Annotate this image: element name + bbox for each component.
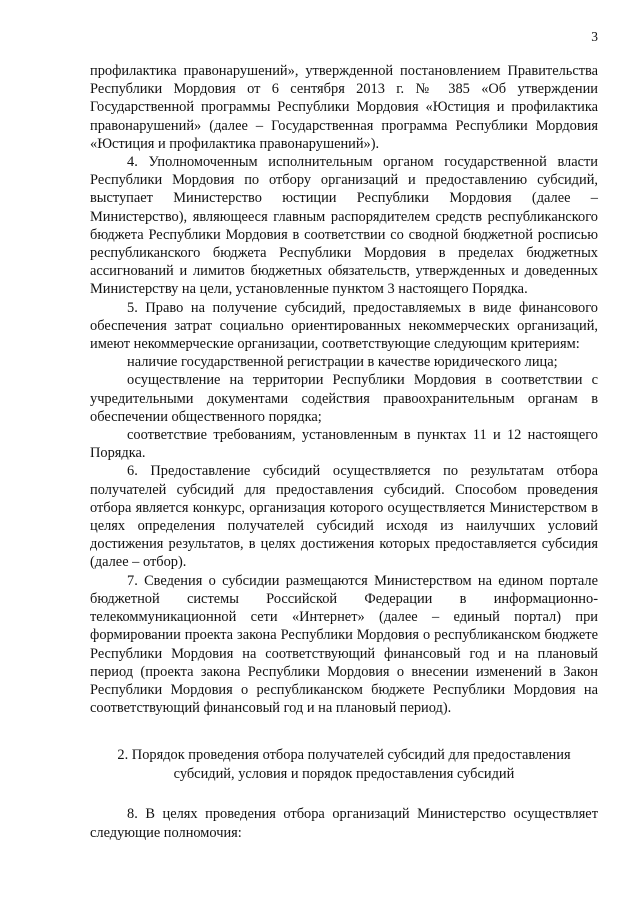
section-heading (90, 746, 598, 783)
section-heading-line-1: 2. Порядок проведения отбора получателей субсидий для предоставления (117, 747, 571, 764)
paragraph-4: 4. Уполномоченным исполнительным органом государственной власти Республики Мордовия по отбору организаций и предоставлению субсидий, выступает Министерство юстиции Республики Мордовия (далее – Министерство), являющееся главным распорядителем средств республиканского бюджета Республики Мордовия в соответствии со сводной бюджетной росписью республиканского бюджета Республики Мордовия в пределах бюджетных ассигнований и лимитов бюджетных обязательств, утвержденных и доведенных Министерству на цели, установленные пунктом 3 настоящего Порядка. (90, 154, 598, 298)
paragraph-7: 7. Сведения о субсидии размещаются Министерством на едином портале бюджетной системы Российской Федерации в информационно-телекоммуникационной сети «Интернет» (далее – единый портал) при формировании проекта закона Республики Мордовия о республиканском бюджете Республики Мордовия на соответствующий финансовый год и на плановый период (проекта закона Республики Мордовия о внесении изменений в Закон Республики Мордовия о республиканском бюджете Республики Мордовия на соответствующий финансовый год и на плановый период). (90, 572, 598, 717)
document-body (90, 62, 598, 842)
paragraph-6: 6. Предоставление субсидий осуществляется по результатам отбора получателей субсидий для предоставления субсидий. Способом проведения отбора является конкурс, организация которого осуществляется Министерством в целях определения получателей субсидий исходя из наилучших условий достижения результатов, в целях достижения которых предоставляется субсидия (далее – отбор). (90, 463, 598, 571)
criterion-requirements: соответствие требованиям, установленным в пунктах 11 и 12 настоящего Порядка. (90, 427, 598, 462)
criterion-territory: осуществление на территории Республики Мордовия в соответствии с учредительными документами содействия правоохранительным органам в обеспечении общественного порядка; (90, 372, 598, 425)
paragraph-8: 8. В целях проведения отбора организаций Министерство осуществляет следующие полномочия: (90, 806, 598, 841)
page-number: 3 (591, 29, 598, 44)
paragraph-continuation: профилактика правонарушений», утвержденной постановлением Правительства Республики Мордовия от 6 сентября 2013 г. № 385 «Об утверждении Государственной программы Республики Мордовия «Юстиция и профилактика правонарушений» (далее – Государственная программа Республики Мордовия «Юстиция и профилактика правонарушений»). (90, 63, 598, 152)
section-heading-line-2: субсидий, условия и порядок предоставления субсидий (173, 765, 515, 782)
paragraph-5: 5. Право на получение субсидий, предоставляемых в виде финансового обеспечения затрат социально ориентированных некоммерческих организаций, имеют некоммерческие организации, соответствующие следующим критериям: (90, 299, 598, 353)
criterion-registration: наличие государственной регистрации в качестве юридического лица; (127, 354, 558, 371)
